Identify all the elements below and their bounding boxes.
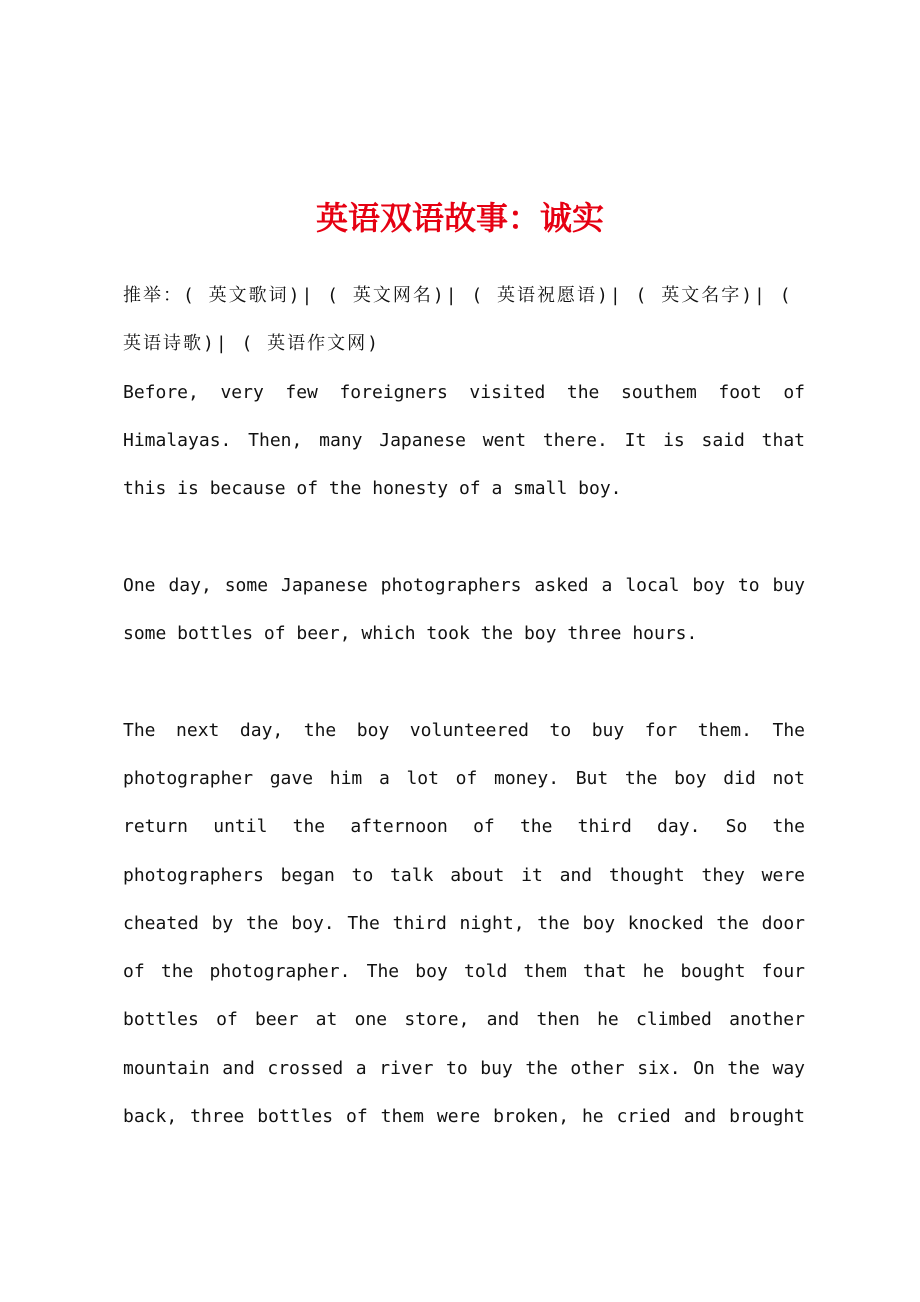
paragraph-spacer — [123, 513, 805, 561]
paragraph-1: Before, very few foreigners visited the southem foot of Himalayas. Then, many Japanese went there. It is said that this is because of the honesty of a small boy. — [123, 381, 805, 500]
paragraph-3: The next day, the boy volunteered to buy for them. The photographer gave him a lot of money. But the boy did not return until the afternoon of the third day. So the photographers began to talk about it and thought they were cheated by the boy. The third night, the boy knocked the door of the photographer. The boy told them that he bought four bottles of beer at one store, and then he climbed another mountain and crossed a river to buy the other six. On the way back, three bottles of them were broken, he cried and brought — [123, 719, 805, 1128]
recommend-links-line: 推举：( 英文歌词)| ( 英文网名)| ( 英语祝愿语)| ( 英文名字)| ( 英语诗歌)| ( 英语作文网) — [123, 285, 793, 355]
paragraph-spacer — [123, 658, 805, 706]
paragraph-2: One day, some Japanese photographers asked a local boy to buy some bottles of beer, which took the boy three hours. — [123, 574, 805, 645]
document-title: 英语双语故事：诚实 — [315, 199, 604, 237]
document-body — [123, 272, 805, 1141]
